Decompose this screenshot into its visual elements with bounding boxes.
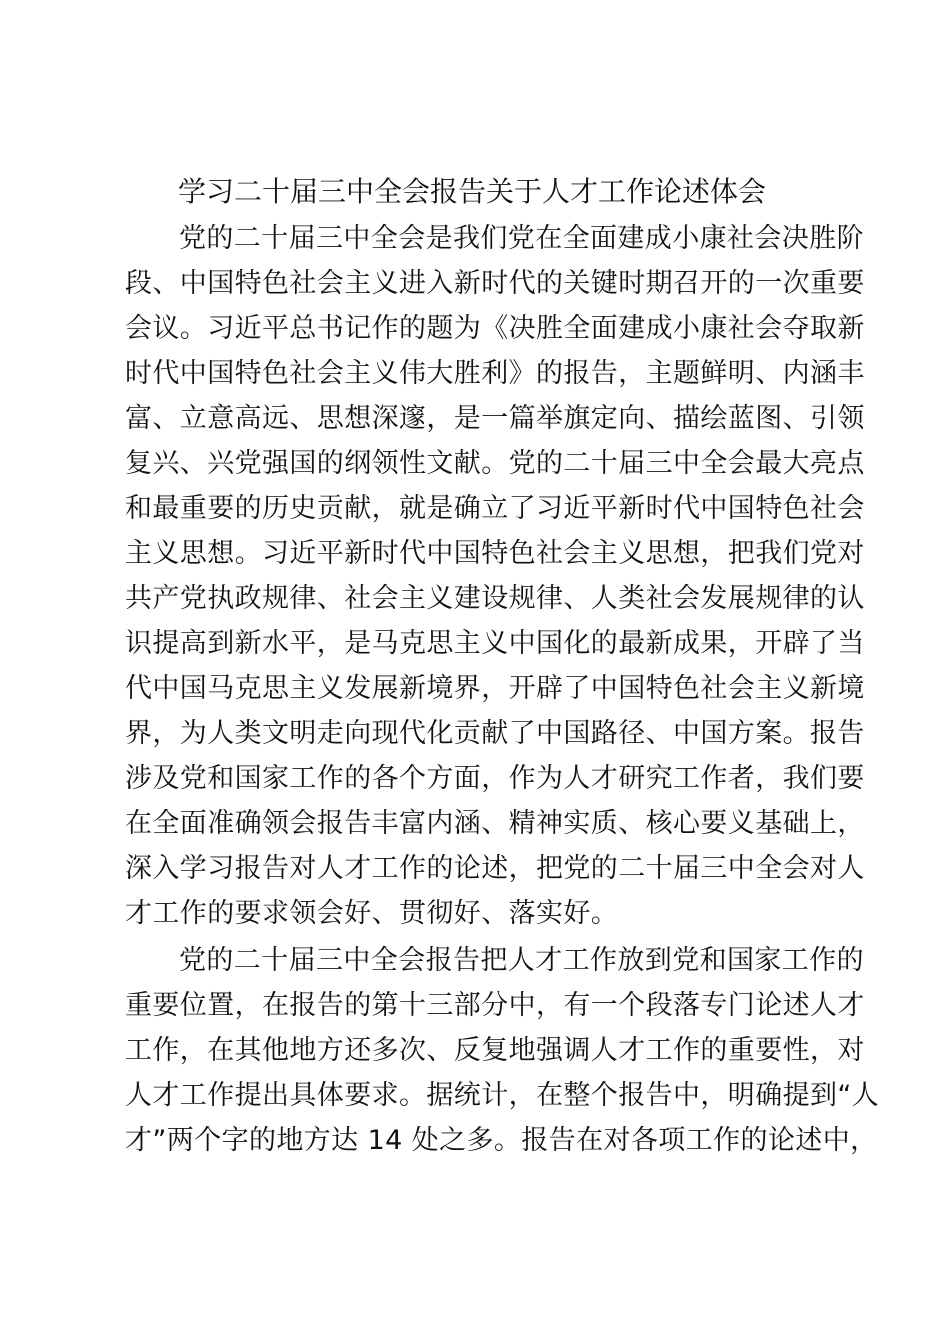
text-line: 会议。习近平总书记作的题为《决胜全面建成小康社会夺取新	[125, 313, 865, 344]
paragraph-1	[125, 216, 865, 936]
text-line: 时代中国特色社会主义伟大胜利》的报告，主题鲜明、内涵丰	[125, 358, 865, 389]
document-body	[125, 216, 880, 1163]
text-line: 在全面准确领会报告丰富内涵、精神实质、核心要义基础上，	[125, 808, 865, 839]
text-line: 主义思想。习近平新时代中国特色社会主义思想，把我们党对	[125, 538, 865, 569]
text-line: 深入学习报告对人才工作的论述，把党的二十届三中全会对人	[125, 853, 865, 884]
text-line: 识提高到新水平，是马克思主义中国化的最新成果，开辟了当	[125, 628, 865, 659]
text-line: 共产党执政规律、社会主义建设规律、人类社会发展规律的认	[125, 583, 865, 614]
document-title: 学习二十届三中全会报告关于人才工作论述体会	[178, 175, 767, 208]
text-line: 人才工作提出具体要求。据统计，在整个报告中，明确提到“人	[125, 1080, 880, 1111]
text-line: 党的二十届三中全会报告把人才工作放到党和国家工作的	[179, 945, 864, 976]
text-line: 涉及党和国家工作的各个方面，作为人才研究工作者，我们要	[125, 763, 865, 794]
text-line: 党的二十届三中全会是我们党在全面建成小康社会决胜阶	[179, 223, 864, 254]
text-line: 段、中国特色社会主义进入新时代的关键时期召开的一次重要	[125, 268, 865, 299]
text-line: 界，为人类文明走向现代化贡献了中国路径、中国方案。报告	[125, 718, 865, 749]
text-line: 代中国马克思主义发展新境界，开辟了中国特色社会主义新境	[125, 673, 865, 704]
text-line: 才工作的要求领会好、贯彻好、落实好。	[125, 898, 619, 929]
text-line: 才”两个字的地方达 14 处之多。报告在对各项工作的论述中，	[125, 1125, 878, 1156]
text-line: 工作，在其他地方还多次、反复地强调人才工作的重要性，对	[125, 1035, 865, 1066]
text-line: 复兴、兴党强国的纲领性文献。党的二十届三中全会最大亮点	[125, 448, 865, 479]
text-line: 和最重要的历史贡献，就是确立了习近平新时代中国特色社会	[125, 493, 865, 524]
paragraph-2	[125, 938, 880, 1163]
text-line: 重要位置，在报告的第十三部分中，有一个段落专门论述人才	[125, 990, 865, 1021]
text-line: 富、立意高远、思想深邃，是一篇举旗定向、描绘蓝图、引领	[125, 403, 865, 434]
